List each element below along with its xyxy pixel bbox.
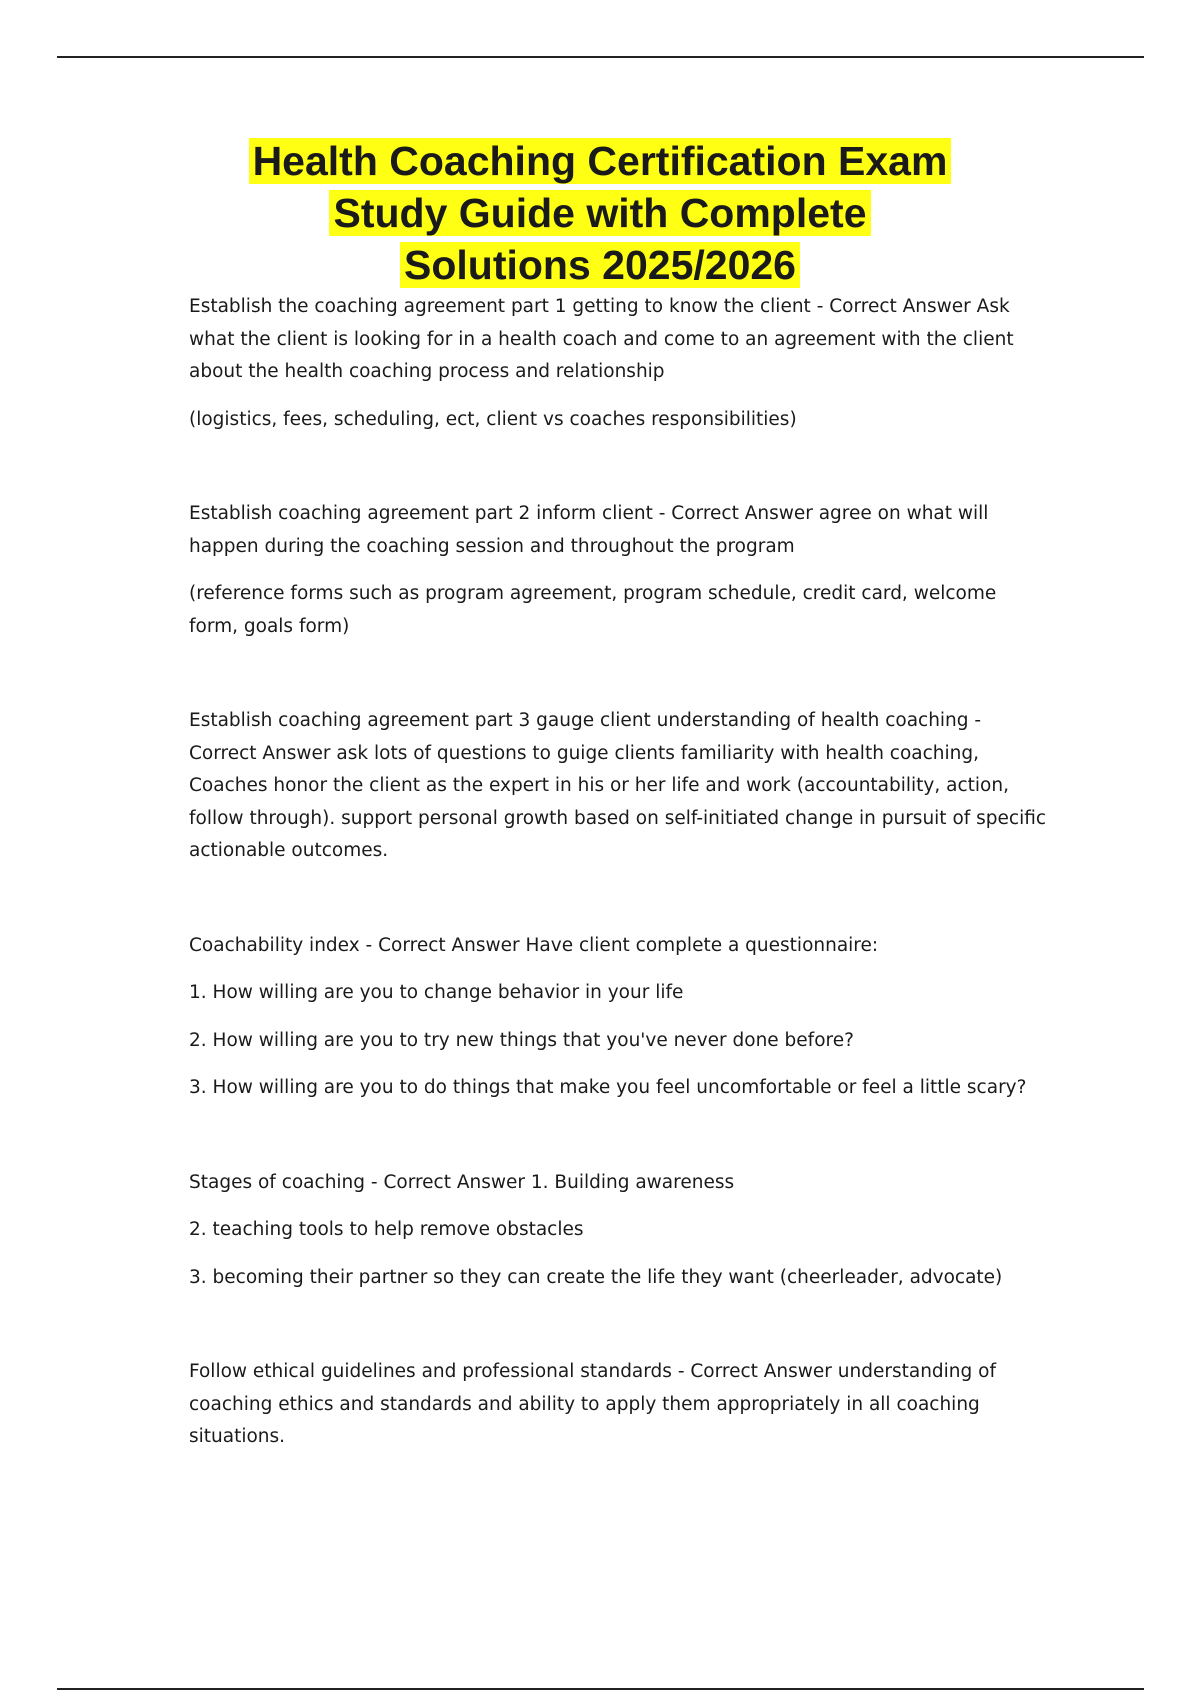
document-title [0,135,1200,291]
qa-item-agreement-part-1-note: (logistics, fees, scheduling, ect, client vs coaches responsibilities) [189,408,797,430]
coachability-question-2: 2. How willing are you to try new things that you've never done before? [189,1029,854,1051]
title-line-1 [0,135,1200,187]
title-line-1-text: Health Coaching Certification Exam [249,138,952,184]
qa-item-agreement-part-1: Establish the coaching agreement part 1 getting to know the client - Correct Answer Ask what the client is looking for in a health coach and come to an agreement with the client about the health coaching process and relationship [189,296,1014,382]
qa-item-agreement-part-3: Establish coaching agreement part 3 gauge client understanding of health coaching - Correct Answer ask lots of questions to guige clients familiarity with health coaching, Coaches honor the client as the expert in his or her life and work (accountability, action, follow through). support personal growth based on self-initiated change in pursuit of specific actionable outcomes. [189,710,1047,861]
title-line-3 [0,239,1200,291]
qa-item-ethical-guidelines: Follow ethical guidelines and professional standards - Correct Answer understanding of coaching ethics and standards and ability to apply them appropriately in all coaching situations. [189,1361,996,1447]
qa-item-agreement-part-2-note: (reference forms such as program agreement, program schedule, credit card, welcome form, goals form) [189,583,997,637]
top-rule [57,56,1144,58]
qa-item-agreement-part-2: Establish coaching agreement part 2 inform client - Correct Answer agree on what will happen during the coaching session and throughout the program [189,503,989,557]
title-line-2 [0,187,1200,239]
title-line-3-text: Solutions 2025/2026 [400,242,800,288]
title-line-2-text: Study Guide with Complete [329,190,870,236]
bottom-rule [57,1688,1144,1690]
document-body [189,291,1049,1469]
coaching-stage-2: 2. teaching tools to help remove obstacles [189,1219,584,1240]
qa-item-stages-of-coaching: Stages of coaching - Correct Answer 1. Building awareness [189,1171,735,1193]
qa-item-coachability-index: Coachability index - Correct Answer Have client complete a questionnaire: [189,934,879,956]
coachability-question-1: 1. How willing are you to change behavior in your life [189,982,684,1003]
coaching-stage-3: 3. becoming their partner so they can create the life they want (cheerleader, advocate) [189,1266,1003,1288]
coachability-question-3: 3. How willing are you to do things that make you feel uncomfortable or feel a little scary? [189,1077,1027,1098]
